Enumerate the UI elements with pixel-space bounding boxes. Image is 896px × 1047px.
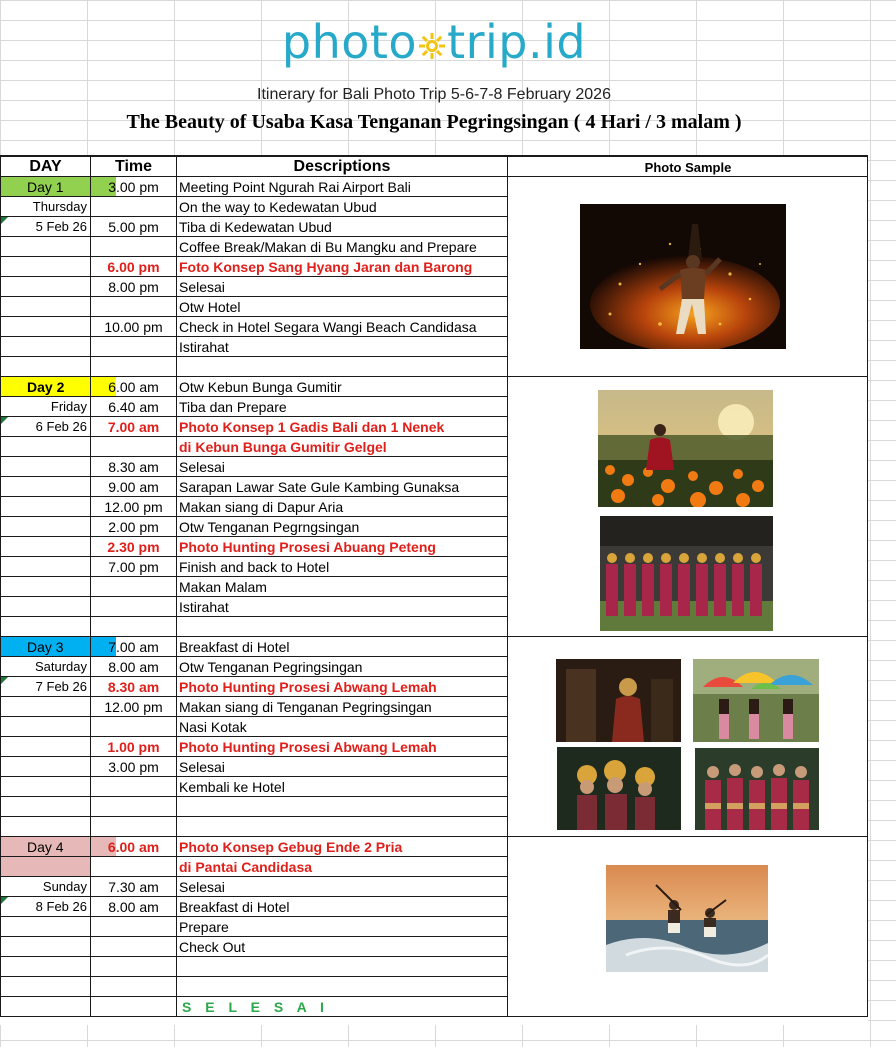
column-divider — [0, 155, 1, 1017]
row-divider — [0, 276, 508, 277]
row-divider — [0, 776, 508, 777]
description-cell: Breakfast di Hotel — [179, 639, 290, 655]
row-divider — [0, 716, 508, 717]
cell-comment-marker — [1, 677, 8, 684]
row-divider — [0, 556, 508, 557]
time-cell: 9.00 am — [108, 479, 159, 495]
row-divider — [0, 316, 508, 317]
row-divider — [0, 676, 508, 677]
time-cell — [91, 597, 176, 617]
flower-garden-girl-photo — [598, 390, 773, 507]
day-label: Day 4 — [1, 837, 116, 856]
description-cell: Meeting Point Ngurah Rai Airport Bali — [179, 179, 411, 195]
day-label: Day 1 — [1, 177, 116, 196]
time-cell: 8.00 pm — [108, 279, 159, 295]
itinerary-title: The Beauty of Usaba Kasa Tenganan Pegringsingan ( 4 Hari / 3 malam ) — [126, 111, 742, 133]
row-divider — [0, 1016, 868, 1017]
row-divider — [0, 896, 508, 897]
day-label-fill — [1, 857, 90, 876]
day-label: Day 2 — [1, 377, 116, 396]
description-cell: Otw Tenganan Pegringsingan — [179, 659, 363, 675]
description-cell: Check Out — [179, 939, 246, 955]
time-cell: 5.00 pm — [108, 219, 159, 235]
row-divider — [0, 996, 508, 997]
time-cell: 7.00 pm — [108, 559, 159, 575]
description-cell: On the way to Kedewatan Ubud — [179, 199, 377, 215]
time-cell — [91, 977, 176, 997]
header-day: DAY — [29, 158, 62, 175]
description-cell — [179, 797, 505, 817]
description-cell: Makan Malam — [179, 579, 267, 595]
row-divider — [0, 356, 508, 357]
logo-text: photo trip.id — [281, 15, 587, 69]
description-cell: Photo Hunting Prosesi Abwang Lemah — [179, 739, 437, 755]
day-date: 6 Feb 26 — [35, 419, 87, 434]
time-cell — [91, 817, 176, 837]
row-divider — [0, 576, 508, 577]
row-divider — [0, 536, 508, 537]
itinerary-subtitle: Itinerary for Bali Photo Trip 5-6-7-8 February 2026 — [257, 86, 611, 103]
time-cell: 12.00 pm — [104, 699, 163, 715]
cell-comment-marker — [1, 217, 8, 224]
column-divider — [176, 155, 177, 1017]
row-divider — [0, 236, 508, 237]
description-cell: Selesai — [179, 759, 225, 775]
row-divider — [0, 976, 508, 977]
table-top-border — [0, 155, 868, 157]
row-divider — [0, 796, 508, 797]
description-cell: Tiba dan Prepare — [179, 399, 287, 415]
row-divider — [0, 416, 508, 417]
row-divider — [0, 836, 868, 837]
beach-fighters-photo — [606, 865, 768, 972]
row-divider — [0, 736, 508, 737]
row-divider — [0, 296, 508, 297]
description-cell: Makan siang di Tenganan Pegringsingan — [179, 699, 432, 715]
time-cell: 6.00 pm — [107, 259, 160, 275]
time-cell: 8.30 am — [108, 459, 159, 475]
row-divider — [0, 616, 508, 617]
time-cell: 8.00 am — [108, 899, 159, 915]
time-cell — [91, 917, 176, 937]
time-cell — [91, 717, 176, 737]
time-cell: 1.00 pm — [107, 739, 160, 755]
description-cell: Check in Hotel Segara Wangi Beach Candidasa — [179, 319, 477, 335]
time-cell: 2.30 pm — [107, 539, 160, 555]
row-divider — [0, 376, 868, 377]
row-divider — [0, 216, 508, 217]
time-cell: 7.30 am — [108, 879, 159, 895]
time-cell: 7.00 am — [108, 639, 159, 655]
description-cell: Photo Konsep Gebug Ende 2 Pria — [179, 839, 403, 855]
row-divider — [0, 696, 508, 697]
row-divider — [0, 436, 508, 437]
time-cell: 6.00 am — [108, 379, 159, 395]
day-date: 8 Feb 26 — [35, 899, 87, 914]
time-cell — [91, 957, 176, 977]
description-cell — [179, 977, 505, 997]
time-cell: 3.00 pm — [108, 179, 159, 195]
time-cell — [91, 297, 176, 317]
row-divider — [0, 856, 508, 857]
description-cell: di Kebun Bunga Gumitir Gelgel — [179, 439, 387, 455]
closing-text: S E L E S A I — [182, 999, 329, 1015]
day-weekday: Saturday — [34, 659, 87, 674]
description-cell: Otw Tenganan Pegrngsingan — [179, 519, 360, 535]
time-cell — [91, 617, 176, 637]
row-divider — [0, 396, 508, 397]
time-cell — [91, 357, 176, 377]
column-divider — [507, 155, 508, 1017]
description-cell: Tiba di Kedewatan Ubud — [179, 219, 332, 235]
row-divider — [0, 756, 508, 757]
row-divider — [0, 876, 508, 877]
row-divider — [0, 516, 508, 517]
description-cell: Selesai — [179, 279, 225, 295]
time-cell — [91, 197, 176, 217]
description-cell — [179, 817, 505, 837]
row-divider — [0, 916, 508, 917]
row-divider — [0, 336, 508, 337]
row-divider — [0, 496, 508, 497]
day-weekday: Sunday — [42, 879, 87, 894]
description-cell: Photo Konsep 1 Gadis Bali dan 1 Nenek — [179, 419, 445, 435]
description-cell — [179, 617, 505, 637]
time-cell — [91, 337, 176, 357]
day-date: 5 Feb 26 — [35, 219, 87, 234]
time-cell — [91, 577, 176, 597]
description-cell: Istirahat — [179, 599, 229, 615]
description-cell: Otw Hotel — [179, 299, 241, 315]
dancers-closeup-photo — [557, 747, 681, 830]
row-divider — [0, 816, 508, 817]
time-cell — [91, 237, 176, 257]
row-divider — [0, 936, 508, 937]
time-cell — [91, 777, 176, 797]
description-cell: Istirahat — [179, 339, 229, 355]
header-photo-sample: Photo Sample — [644, 160, 732, 175]
header-descriptions: Descriptions — [293, 158, 391, 175]
cell-comment-marker — [1, 417, 8, 424]
time-cell: 8.00 am — [108, 659, 159, 675]
description-cell: Nasi Kotak — [179, 719, 247, 735]
day-weekday: Friday — [50, 399, 87, 414]
temple-dancer-photo — [556, 659, 681, 742]
row-divider — [0, 256, 508, 257]
description-cell: Sarapan Lawar Sate Gule Kambing Gunaksa — [179, 479, 460, 495]
description-cell: di Pantai Candidasa — [179, 859, 313, 875]
time-cell: 7.00 am — [107, 419, 160, 435]
column-divider — [867, 155, 868, 1017]
description-cell — [179, 357, 505, 377]
time-cell: 6.00 am — [107, 839, 160, 855]
description-cell: Finish and back to Hotel — [179, 559, 330, 575]
time-cell — [91, 937, 176, 957]
row-divider — [0, 656, 508, 657]
time-cell — [91, 437, 176, 457]
photrip-logo — [0, 14, 868, 70]
time-cell — [91, 997, 176, 1017]
description-cell: Selesai — [179, 459, 225, 475]
description-cell: Coffee Break/Makan di Bu Mangku and Prepare — [179, 239, 477, 255]
time-cell — [91, 857, 176, 877]
row-divider — [0, 196, 508, 197]
description-cell: Otw Kebun Bunga Gumitir — [179, 379, 342, 395]
row-divider — [0, 636, 868, 637]
sun-icon — [418, 32, 446, 60]
time-cell: 3.00 pm — [108, 759, 159, 775]
header-bottom-border — [0, 176, 868, 177]
day-label: Day 3 — [1, 637, 116, 656]
description-cell — [179, 957, 505, 977]
time-cell: 8.30 am — [107, 679, 160, 695]
row-divider — [0, 476, 508, 477]
time-cell — [91, 797, 176, 817]
fire-dance-photo — [580, 204, 786, 349]
time-cell: 12.00 pm — [104, 499, 163, 515]
description-cell: Photo Hunting Prosesi Abuang Peteng — [179, 539, 436, 555]
description-cell: Photo Hunting Prosesi Abwang Lemah — [179, 679, 437, 695]
header-time: Time — [114, 158, 153, 175]
umbrella-procession-photo — [693, 659, 819, 742]
row-divider — [0, 456, 508, 457]
description-cell: Prepare — [179, 919, 229, 935]
day-weekday: Thursday — [32, 199, 87, 214]
column-divider — [90, 155, 91, 1017]
description-cell: Selesai — [179, 879, 225, 895]
cell-comment-marker — [1, 897, 8, 904]
description-cell: Breakfast di Hotel — [179, 899, 290, 915]
row-divider — [0, 956, 508, 957]
description-cell: Makan siang di Dapur Aria — [179, 499, 344, 515]
time-cell: 2.00 pm — [108, 519, 159, 535]
dancers-procession-photo — [600, 516, 773, 631]
description-cell: Kembali ke Hotel — [179, 779, 285, 795]
description-cell: Foto Konsep Sang Hyang Jaran dan Barong — [179, 259, 473, 275]
time-cell: 10.00 pm — [104, 319, 163, 335]
time-cell: 6.40 am — [108, 399, 159, 415]
row-divider — [0, 596, 508, 597]
girls-group-photo — [695, 748, 819, 830]
day-date: 7 Feb 26 — [35, 679, 87, 694]
